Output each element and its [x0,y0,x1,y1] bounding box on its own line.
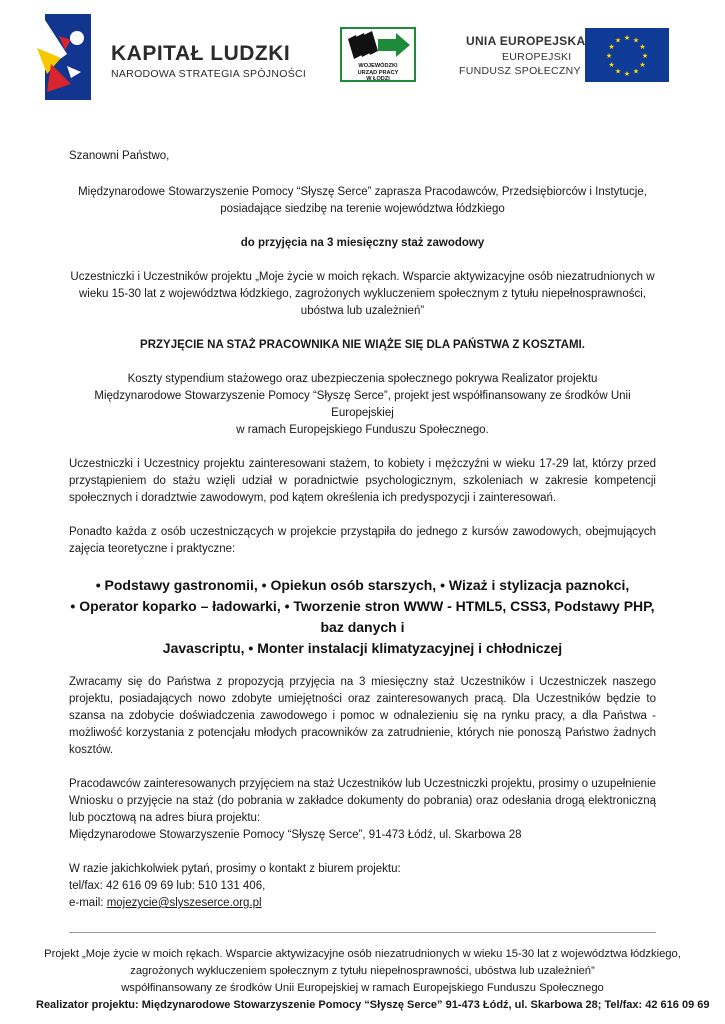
letterhead [0,0,725,110]
office-address: Międzynarodowe Stowarzyszenie Pomocy “Słyszę Serce”, 91-473 Łódź, ul. Skarbowa 28 [69,829,522,841]
intro-line-1: Międzynarodowe Stowarzyszenie Pomocy “Słyszę Serce” zaprasza Pracodawców, Przedsiębiorców i Instytucje, [78,186,647,198]
salutation: Szanowni Państwo, [69,150,170,162]
svg-text:★: ★ [623,70,631,78]
participants-line-1: Uczestniczki i Uczestników projektu „Moje życie w moich rękach. Wsparcie aktywizacyjne osób niezatrudnionych w [70,271,655,283]
kapital-ludzki-title: KAPITAŁ LUDZKI [111,42,291,65]
footer-line-1: Projekt „Moje życie w moich rękach. Wsparcie aktywizacyjne osób niezatrudnionych w wieku 15-30 lat z województwa łódzkiego, [44,948,681,960]
contact-phone: tel/fax: 42 616 09 69 lub: 510 131 406, [69,880,266,892]
ue-subtitle-1: EUROPEJSKI [502,51,572,63]
costs-line-1: Koszty stypendium stażowego oraz ubezpieczenia społecznego pokrywa Realizator projektu [127,373,598,385]
svg-text:★: ★ [641,52,649,60]
wup-lodz-logo [340,27,416,82]
footer-line-3: współfinansowany ze środków Unii Europejskiej w ramach Europejskiego Funduszu Społecznego [121,982,604,994]
no-cost-heading: PRZYJĘCIE NA STAŻ PRACOWNIKA NIE WIĄŻE SIĘ DLA PAŃSTWA Z KOSZTAMI. [140,339,585,351]
courses-line-2: • Operator koparko – ładowarki, • Tworzenie stron WWW - HTML5, CSS3, Podstawy PHP, baz danych i [70,598,655,635]
wup-line-3: W ŁODZI [366,76,390,82]
svg-text:★: ★ [614,67,622,76]
svg-text:★: ★ [608,61,615,69]
svg-text:★: ★ [639,43,646,51]
wup-logo-text [342,63,414,83]
svg-text:★: ★ [632,67,640,76]
svg-text:★: ★ [639,61,646,69]
wup-line-1: WOJEWÓDZKI [358,63,398,69]
footer-divider [69,932,656,933]
courses-intro-paragraph: Ponadto każda z osób uczestniczących w projekcie przystąpiła do jednego z kursów zawodowych, obejmujących zajęcia teoretyczne i praktyczne: [69,526,656,555]
courses-list [69,575,656,659]
footer-line-2: zagrożonych wykluczeniem społecznym z tytułu niepełnosprawności, ubóstwa lub uzależnień” [130,965,595,977]
courses-line-3: Javascriptu, • Monter instalacji klimatyzacyjnej i chłodniczej [162,640,563,656]
wup-line-2: URZĄD PRACY [357,69,399,76]
email-label: e-mail: [69,897,107,909]
courses-line-1: • Podstawy gastronomii, • Opiekun osób starszych, • Wizaż i stylizacja paznokci, [95,577,630,593]
contact-email-line [69,895,656,912]
svg-text:★: ★ [623,34,631,42]
candidates-paragraph: Uczestniczki i Uczestnicy projektu zainteresowani stażem, to kobiety i mężczyźni w wieku 17-29 lat, którzy przed przystąpieniem do stażu wzięli udział w poradnictwie psychologicznym, szkoleniach w zakresie kompetencji społecznych i doradztwie zawodowym, pod kątem określenia ich predyspozycji i zainteresowań. [69,458,656,504]
participants-line-2: wieku 15-30 lat z województwa łódzkiego, zagrożonych wykluczeniem społecznym z tytułu niepełnosprawności, [79,288,646,300]
apply-paragraph: Pracodawców zainteresowanych przyjęciem na staż Uczestników lub Uczestniczki projektu, prosimy o uzupełnienie Wniosku o przyjęcie na staż (do pobrania w zakładce dokumenty do pobrania) oraz odesłania drogą elektroniczną lub pocztową na adres biura projektu: [69,778,656,824]
footer-line-4: Realizator projektu: Międzynarodowe Stowarzyszenie Pomocy “Słyszę Serce” 91-473 Łódź, ul. Skarbowa 28; Tel/fax: 42 616 09 69 [36,999,710,1011]
contact-intro: W razie jakichkolwiek pytań, prosimy o kontakt z biurem projektu: [69,863,401,875]
svg-text:★: ★ [614,36,622,45]
offer-heading: do przyjęcia na 3 miesięczny staż zawodowy [240,237,485,249]
ue-title: UNIA EUROPEJSKA [466,34,586,48]
letter-body [69,148,656,912]
svg-text:★: ★ [605,52,613,60]
wup-arrow-icon [342,29,414,63]
intro-line-2: posiadające siedzibę na terenie województwa łódzkiego [220,203,505,215]
kapital-ludzki-subtitle: NARODOWA STRATEGIA SPÓJNOŚCI [111,68,307,80]
participants-line-3: ubóstwa lub uzależnień” [300,305,425,317]
proposal-paragraph: Zwracamy się do Państwa z propozycją przyjęcia na 3 miesięczny staż Uczestników i Uczestniczek naszego projektu, posiadających nowo zdobyte umiejętności oraz zainteresowanych pracą. Dla Uczestników będzie to szansa na zdobycie doświadczenia zawodowego i pomoc w odnalezieniu się na rynku pracy, a dla Państwa - możliwość korzystania z potencjału młodych pracowników za zatrudnienie, których nie ponoszą Państwo żadnych kosztów. [69,676,656,756]
costs-line-2: Międzynarodowe Stowarzyszenie Pomocy “Słyszę Serce”, projekt jest współfinansowany ze środków Unii Europejskiej [94,390,631,419]
svg-text:★: ★ [608,43,615,51]
kapital-ludzki-emblem-icon [37,14,91,100]
footer [36,946,710,1014]
email-link[interactable]: mojezycie@slyszeserce.org.pl [106,897,262,909]
eu-flag-icon [585,28,669,82]
svg-text:★: ★ [632,36,640,45]
ue-subtitle-2: FUNDUSZ SPOŁECZNY [459,65,581,77]
costs-line-3: w ramach Europejskiego Funduszu Społecznego. [236,424,489,436]
